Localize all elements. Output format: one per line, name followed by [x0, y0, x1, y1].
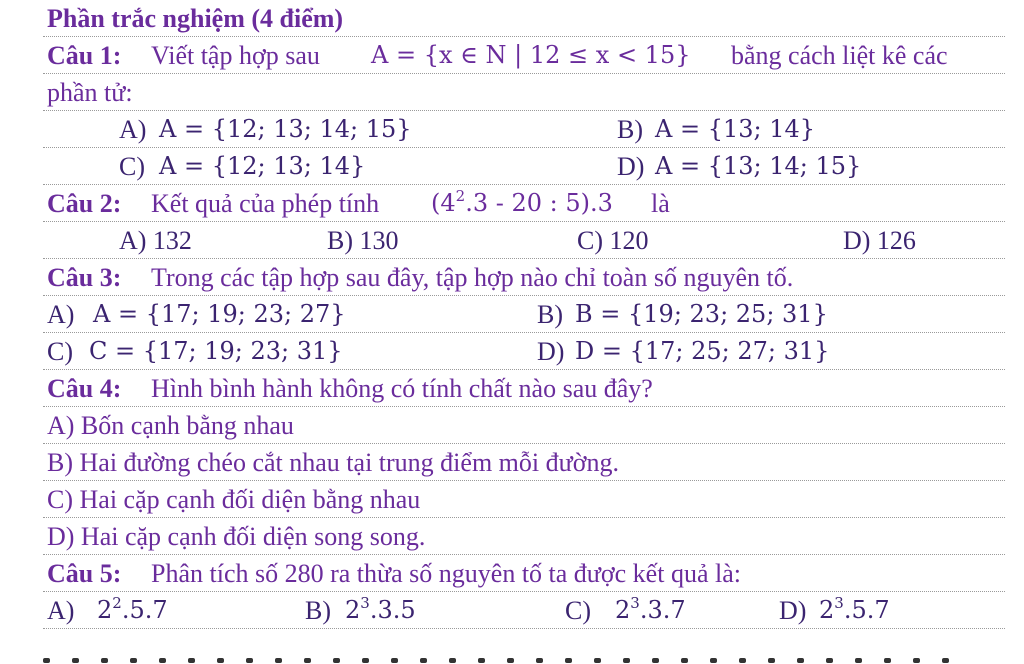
q4-option-b: B) Hai đường chéo cắt nhau tại trung điểm mỗi đường. — [47, 448, 619, 477]
q1-option-c-label: C) — [119, 152, 145, 181]
q4-option-c-row — [43, 481, 1005, 518]
q4-option-d: D) Hai cặp cạnh đối diện song song. — [47, 522, 426, 551]
q2-option-c: C) 120 — [577, 226, 649, 255]
q5-option-c: $2^3.3.7$ — [615, 594, 686, 624]
q3-option-d: D = {17; 25; 27; 31} — [575, 337, 830, 365]
q2-label: Câu 2: — [47, 189, 122, 218]
q1-formula: A = {x ∈ N | 12 ≤ x < 15} — [371, 41, 691, 69]
q5-option-d-label: D) — [779, 596, 807, 625]
q1-option-d: A = {13; 14; 15} — [655, 152, 862, 180]
q1-text-cont: phần tử: — [47, 78, 133, 107]
q3-option-a-label: A) — [47, 300, 75, 329]
q4-option-a: A) Bốn cạnh bằng nhau — [47, 411, 294, 440]
q4-option-c: C) Hai cặp cạnh đối diện bằng nhau — [47, 485, 421, 514]
section-title: Phần trắc nghiệm (4 điểm) — [47, 4, 344, 33]
q3-option-c-label: C) — [47, 337, 73, 366]
q1-text-end: bằng cách liệt kê các — [731, 41, 948, 70]
q5-option-b-label: B) — [305, 596, 331, 625]
q2-row — [43, 185, 1005, 222]
q2-text: Kết quả của phép tính — [151, 189, 380, 218]
q3-option-b-label: B) — [537, 300, 563, 329]
q1-option-b-label: B) — [617, 115, 643, 144]
q4-text: Hình bình hành không có tính chất nào sau đây? — [151, 374, 653, 403]
quiz-sheet — [43, 0, 1005, 664]
q1-row — [43, 37, 1005, 74]
q3-option-a: A = {17; 19; 23; 27} — [93, 300, 346, 328]
q2-option-a: A) 132 — [119, 226, 192, 255]
q4-option-a-row — [43, 407, 1005, 444]
q5-row — [43, 555, 1005, 592]
q1-options-cd — [43, 148, 1005, 185]
q4-label: Câu 4: — [47, 374, 122, 403]
q3-option-c: C = {17; 19; 23; 31} — [89, 337, 343, 365]
q3-row — [43, 259, 1005, 296]
q5-option-a: $2^2.5.7$ — [97, 594, 168, 624]
q5-option-d: $2^3.5.7$ — [819, 594, 890, 624]
q1-options-ab — [43, 111, 1005, 148]
q1-label: Câu 1: — [47, 41, 122, 70]
q2-text-end: là — [651, 189, 670, 218]
q3-option-b: B = {19; 23; 25; 31} — [575, 300, 828, 328]
q1-option-b: A = {13; 14} — [655, 115, 816, 143]
q5-options — [43, 592, 1005, 629]
q1-text: Viết tập hợp sau — [151, 41, 320, 70]
cut-off-text-fragment — [43, 650, 1005, 664]
q5-option-a-label: A) — [47, 596, 75, 625]
q3-options-ab — [43, 296, 1005, 333]
q5-option-c-label: C) — [565, 596, 591, 625]
section-title-row — [43, 0, 1005, 37]
q2-expression: ($4^2.3 - 20$ : 5).3 — [431, 187, 613, 217]
q4-option-b-row — [43, 444, 1005, 481]
q2-option-d: D) 126 — [843, 226, 916, 255]
q3-options-cd — [43, 333, 1005, 370]
q3-option-d-label: D) — [537, 337, 565, 366]
q2-option-b: B) 130 — [327, 226, 399, 255]
q1-option-c: A = {12; 13; 14} — [159, 152, 366, 180]
q5-label: Câu 5: — [47, 559, 122, 588]
q3-text: Trong các tập hợp sau đây, tập hợp nào chỉ toàn số nguyên tố. — [151, 263, 794, 292]
q1-option-a-label: A) — [119, 115, 147, 144]
q4-option-d-row — [43, 518, 1005, 555]
q2-options — [43, 222, 1005, 259]
q5-text: Phân tích số 280 ra thừa số nguyên tố ta được kết quả là: — [151, 559, 741, 588]
q1-option-d-label: D) — [617, 152, 645, 181]
q4-row — [43, 370, 1005, 407]
q1-option-a: A = {12; 13; 14; 15} — [159, 115, 412, 143]
q5-option-b: $2^3.3.5$ — [345, 594, 416, 624]
q3-label: Câu 3: — [47, 263, 122, 292]
q1-continuation-row — [43, 74, 1005, 111]
